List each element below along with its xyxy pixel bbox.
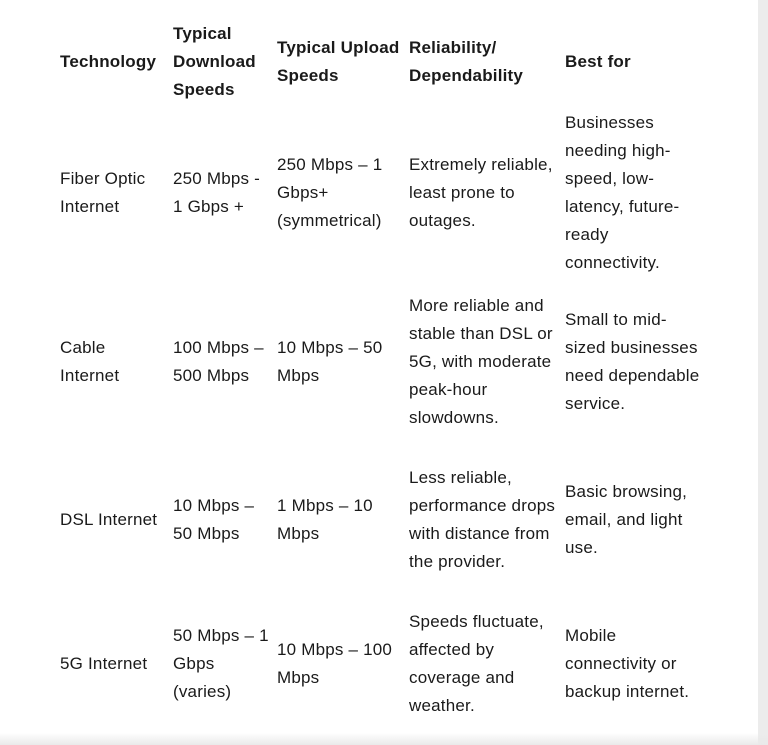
cell-technology: Cable Internet	[60, 338, 120, 385]
cell-upload: 10 Mbps – 50 Mbps	[277, 338, 383, 385]
header-reliability: Reliability/ Dependability	[409, 38, 524, 85]
cell-technology: DSL Internet	[60, 510, 158, 529]
header-download-speeds: Typical Download Speeds	[173, 24, 256, 99]
cell-best-for: Businesses needing high-speed, low-latency, future-ready connectivity.	[565, 113, 680, 272]
cell-reliability: More reliable and stable than DSL or 5G, with moderate peak-hour slowdowns.	[409, 296, 553, 427]
scrollbar-track[interactable]	[758, 0, 768, 745]
table-row	[56, 446, 706, 594]
cell-upload: 10 Mbps – 100 Mbps	[277, 640, 393, 687]
cell-download: 100 Mbps – 500 Mbps	[173, 338, 264, 385]
comparison-table	[56, 16, 706, 734]
table-row	[56, 108, 706, 278]
bottom-shadow	[0, 733, 768, 745]
cell-best-for: Mobile connectivity or backup internet.	[565, 626, 690, 701]
cell-download: 50 Mbps – 1 Gbps (varies)	[173, 626, 269, 701]
cell-download: 10 Mbps – 50 Mbps	[173, 496, 255, 543]
cell-best-for: Small to mid-sized businesses need dependable service.	[565, 310, 700, 413]
cell-technology: 5G Internet	[60, 654, 148, 673]
header-upload-speeds: Typical Upload Speeds	[277, 38, 400, 85]
cell-upload: 250 Mbps – 1 Gbps+ (symmetrical)	[277, 155, 383, 230]
cell-reliability: Less reliable, performance drops with distance from the provider.	[409, 468, 556, 571]
cell-reliability: Extremely reliable, least prone to outages.	[409, 155, 553, 230]
cell-upload: 1 Mbps – 10 Mbps	[277, 496, 373, 543]
table-row	[56, 594, 706, 734]
table-header-row	[56, 16, 706, 108]
table-row	[56, 278, 706, 446]
header-best-for: Best for	[565, 52, 631, 71]
cell-technology: Fiber Optic Internet	[60, 169, 146, 216]
cell-download: 250 Mbps - 1 Gbps +	[173, 169, 261, 216]
header-technology: Technology	[60, 52, 157, 71]
cell-best-for: Basic browsing, email, and light use.	[565, 482, 688, 557]
cell-reliability: Speeds fluctuate, affected by coverage and weather.	[409, 612, 544, 715]
